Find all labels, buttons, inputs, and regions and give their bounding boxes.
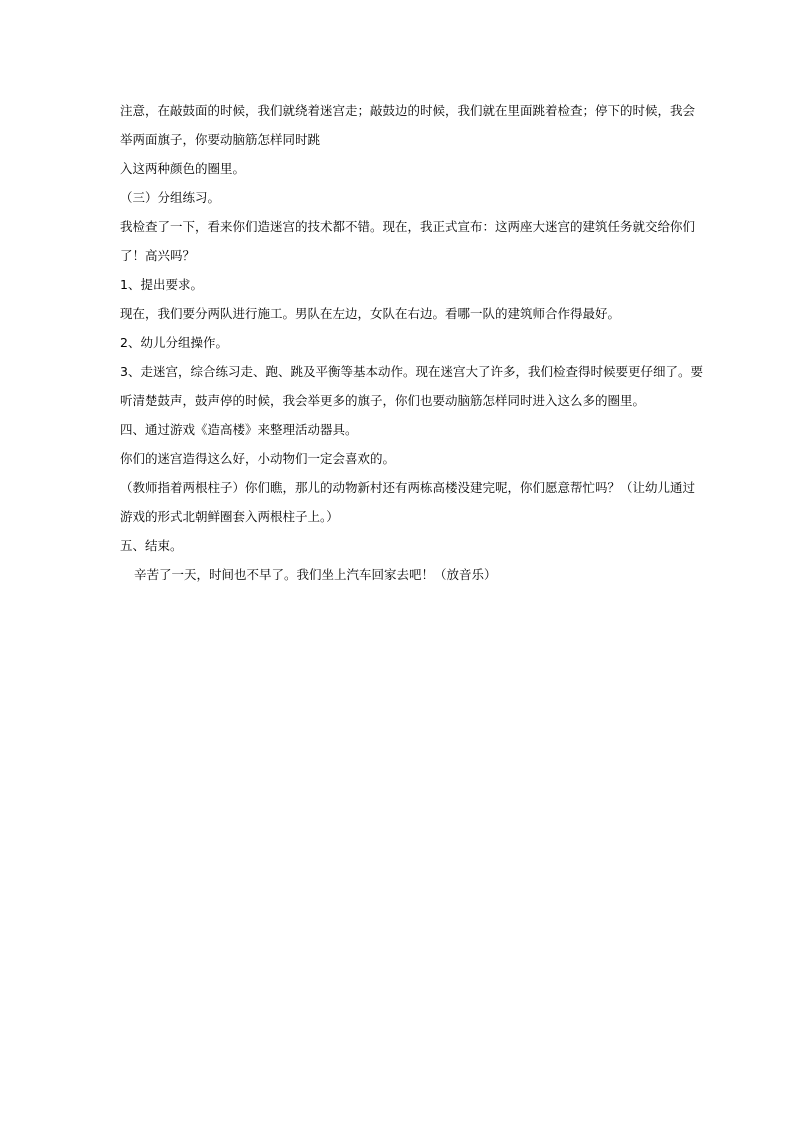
section-heading: （三）分组练习。 bbox=[120, 190, 221, 205]
paragraph-line: 举两面旗子，你要动脑筋怎样同时跳 bbox=[120, 132, 321, 147]
paragraph-line: （教师指着两根柱子）你们瞧，那儿的动物新村还有两栋高楼没建完呢，你们愿意帮忙吗？（让幼儿通过 bbox=[120, 480, 696, 495]
paragraph-line: 辛苦了一天，时间也不早了。我们坐上汽车回家去吧！（放音乐） bbox=[134, 567, 497, 582]
paragraph-line: 了！高兴吗？ bbox=[120, 248, 196, 263]
list-item-heading: 2、幼儿分组操作。 bbox=[120, 335, 228, 350]
list-item-heading: 1、提出要求。 bbox=[120, 277, 203, 292]
paragraph-line: 听清楚鼓声，鼓声停的时候，我会举更多的旗子，你们也要动脑筋怎样同时进入这么多的圈里。 bbox=[120, 393, 646, 408]
paragraph-line: 你们的迷宫造得这么好，小动物们一定会喜欢的。 bbox=[120, 451, 396, 466]
section-heading: 五、结束。 bbox=[120, 538, 183, 553]
paragraph-line: 现在，我们要分两队进行施工。男队在左边，女队在右边。看哪一队的建筑师合作得最好。 bbox=[120, 306, 621, 321]
paragraph-line: 我检查了一下，看来你们造迷宫的技术都不错。现在，我正式宣布：这两座大迷宫的建筑任务就交给你们 bbox=[120, 219, 696, 234]
document-body bbox=[120, 100, 703, 586]
section-heading: 四、通过游戏《造高楼》来整理活动器具。 bbox=[120, 422, 358, 437]
paragraph-line: 游戏的形式北朝鲜圈套入两根柱子上。） bbox=[120, 509, 339, 524]
paragraph-line: 3、走迷宫，综合练习走、跑、跳及平衡等基本动作。现在迷宫大了许多，我们检查得时候要更仔细了。要 bbox=[120, 364, 703, 379]
paragraph-line: 注意，在敲鼓面的时候，我们就绕着迷宫走；敲鼓边的时候，我们就在里面跳着检查；停下的时候，我会 bbox=[120, 103, 696, 118]
paragraph-line: 入这两种颜色的圈里。 bbox=[120, 161, 246, 176]
